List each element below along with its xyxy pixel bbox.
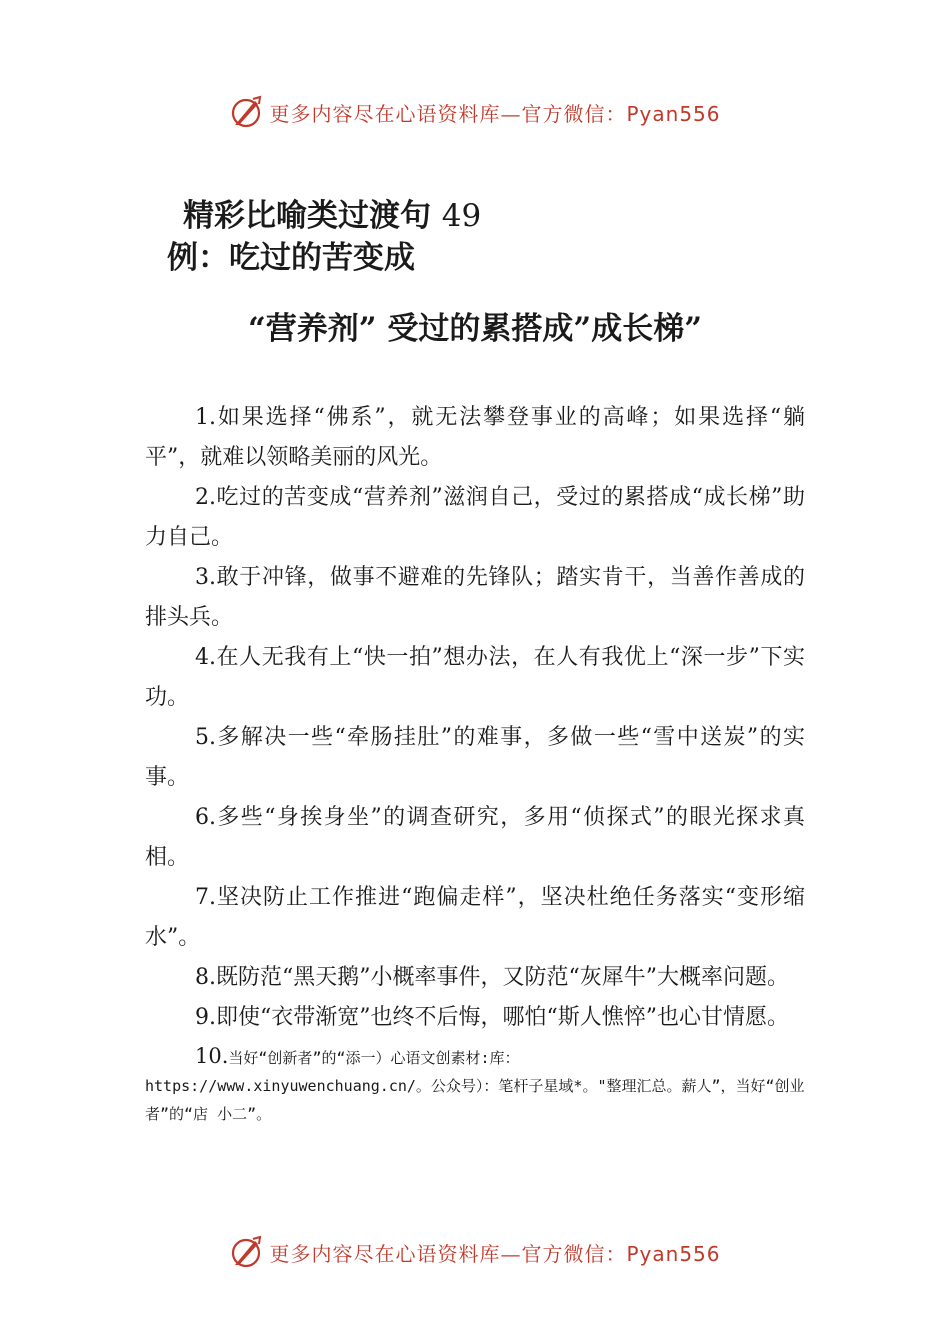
paragraph: 7.坚决防止工作推进“跑偏走样”，坚决杜绝任务落实“变形缩水”。 [145,885,805,950]
banner-wechat-id: Pyan556 [626,1241,721,1266]
quill-logo-icon [229,95,263,129]
header-banner [0,92,950,132]
subtitle: “营养剂” 受过的累搭成”成长梯” [247,311,703,347]
paragraph: 2.吃过的苦变成“营养剂”滋润自己，受过的累搭成“成长梯”助力自己。 [145,485,805,550]
paragraph: 4.在人无我有上“快一拍”想办法，在人有我优上“深一步”下实功。 [145,645,805,710]
paragraph: 8.既防范“黑天鹅”小概率事件，又防范“灰犀牛”大概率问题。 [195,965,789,990]
paragraph: 1.如果选择“佛系”，就无法攀登事业的高峰；如果选择“躺平”，就难以领略美丽的风光。 [145,405,805,470]
article-body [145,398,805,1128]
banner-text: 更多内容尽在心语资料库—官方微信：Pyan556 [269,1241,721,1266]
paragraph: 6.多些“身挨身坐”的调查研究，多用“侦探式”的眼光探求真相。 [145,805,805,870]
footer-banner [0,1232,950,1272]
paragraph: 5.多解决一些“牵肠挂肚”的难事，多做一些“雪中送炭”的实事。 [145,725,805,790]
title-line-1: 精彩比喻类过渡句 49 [183,198,482,234]
paragraph-10 [145,1042,805,1128]
paragraph: 9.即使“衣带渐宽”也终不后悔，哪怕“斯人憔悴”也心甘情愿。 [195,1005,789,1030]
title-line-2: 例：吃过的苦变成 [167,240,415,276]
banner-wechat-id: Pyan556 [626,101,721,126]
paragraph-10-text: 当好“创新者”的“添一）心语文创素材:库：https://www.xinyuwenchuang.cn/。公众号）：笔杆子星域*。"整理汇总。薪人”，当好“创业者”的“店 小二”。 [145,1049,805,1123]
banner-text: 更多内容尽在心语资料库—官方微信：Pyan556 [269,101,721,126]
title-number: 49 [441,198,482,234]
paragraph: 3.敢于冲锋，做事不避难的先锋队；踏实肯干，当善作善成的排头兵。 [145,565,805,630]
paragraph-10-number: 10. [195,1044,229,1068]
quill-logo-icon [229,1235,263,1269]
